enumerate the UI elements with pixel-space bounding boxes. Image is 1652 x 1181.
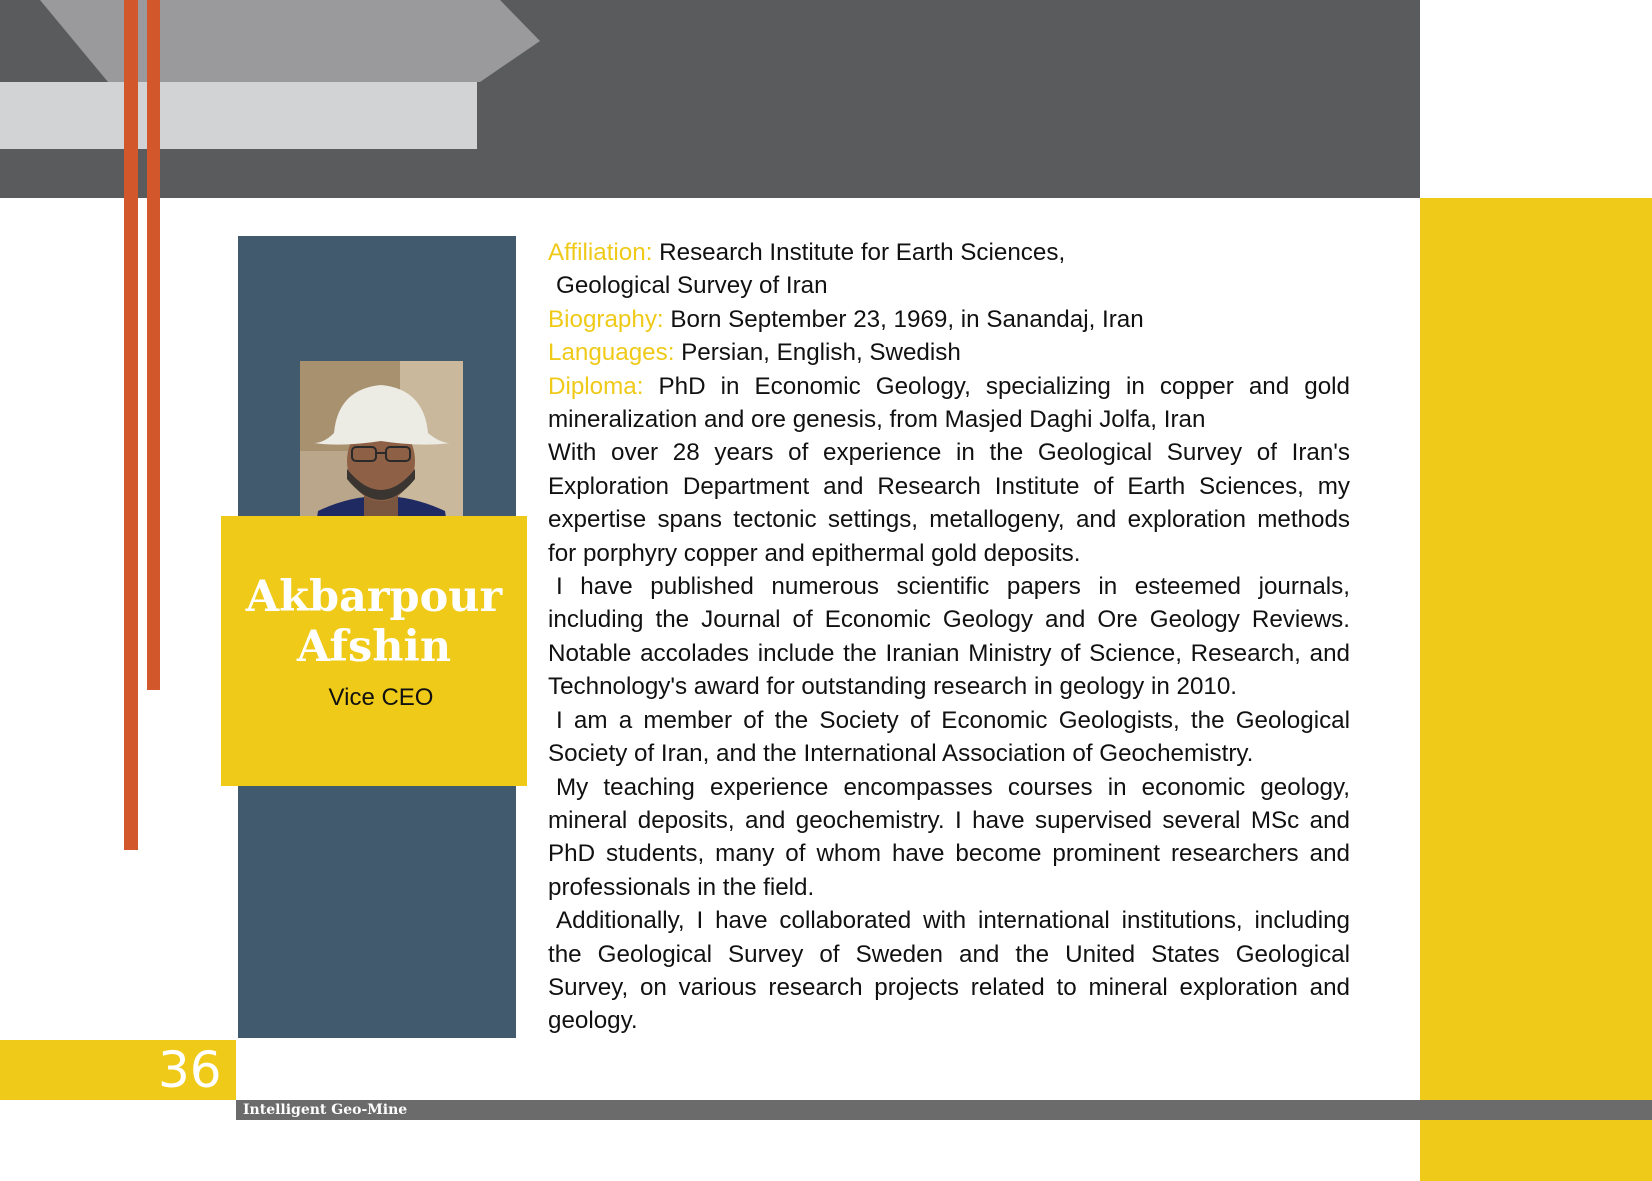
- diploma-value: PhD in Economic Geology, specializing in copper and gold mineralization and ore genesis, from Masjed Daghi Jolfa, Iran: [548, 372, 1350, 434]
- languages-value: Persian, English, Swedish: [674, 339, 961, 367]
- biography-value: Born September 23, 1969, in Sanandaj, Iran: [663, 305, 1144, 333]
- person-role: Vice CEO: [328, 684, 434, 711]
- affiliation-label: Affiliation:: [548, 239, 653, 266]
- body-paragraph: I am a member of the Society of Economic Geologists, the Geological Society of Iran, and the International Association of Geochemistry.: [548, 706, 1350, 768]
- publication-title: Intelligent Geo-Mine: [243, 1102, 408, 1118]
- biography-label: Biography:: [548, 305, 664, 333]
- diploma-line: [548, 370, 1350, 437]
- biography-line: [548, 303, 1350, 336]
- body-paragraph: With over 28 years of experience in the Geological Survey of Iran's Exploration Department and Research Institute of Earth Sciences, my expertise spans tectonic settings, metallogeny, and exploration methods for porphyry copper and epithermal gold deposits.: [548, 439, 1350, 567]
- person-given-name: Afshin: [296, 622, 452, 672]
- biography-text: [548, 236, 1350, 1038]
- person-surname: Akbarpour: [245, 572, 503, 622]
- body-paragraph: Additionally, I have collaborated with international institutions, including the Geological Survey of Sweden and the United States Geological Survey, on various research projects related to mineral exploration and geology.: [548, 907, 1350, 1035]
- body-paragraph: My teaching experience encompasses courses in economic geology, mineral deposits, and geochemistry. I have supervised several MSc and PhD students, many of whom have become prominent researchers and professionals in the field.: [548, 773, 1350, 901]
- right-yellow-column: [1420, 198, 1652, 1181]
- diploma-label: Diploma:: [548, 372, 644, 400]
- footer-bar: [236, 1100, 1652, 1120]
- affiliation-value-line2: Geological Survey of Iran: [556, 272, 828, 300]
- decorative-orange-stripe-short: [147, 0, 160, 690]
- header-light-bar: [0, 82, 477, 149]
- decorative-orange-stripe: [124, 0, 138, 850]
- languages-label: Languages:: [548, 339, 675, 367]
- person-name: [221, 572, 527, 672]
- affiliation-value: Research Institute for Earth Sciences,: [652, 239, 1066, 266]
- affiliation-line: [548, 236, 1350, 269]
- languages-line: [548, 336, 1350, 369]
- body-paragraph: I have published numerous scientific papers in esteemed journals, including the Journal of Economic Geology and Ore Geology Reviews. Notable accolades include the Iranian Ministry of Science, Research, and Technology's award for outstanding research in geology in 2010.: [548, 573, 1350, 701]
- page-number: 36: [158, 1041, 222, 1099]
